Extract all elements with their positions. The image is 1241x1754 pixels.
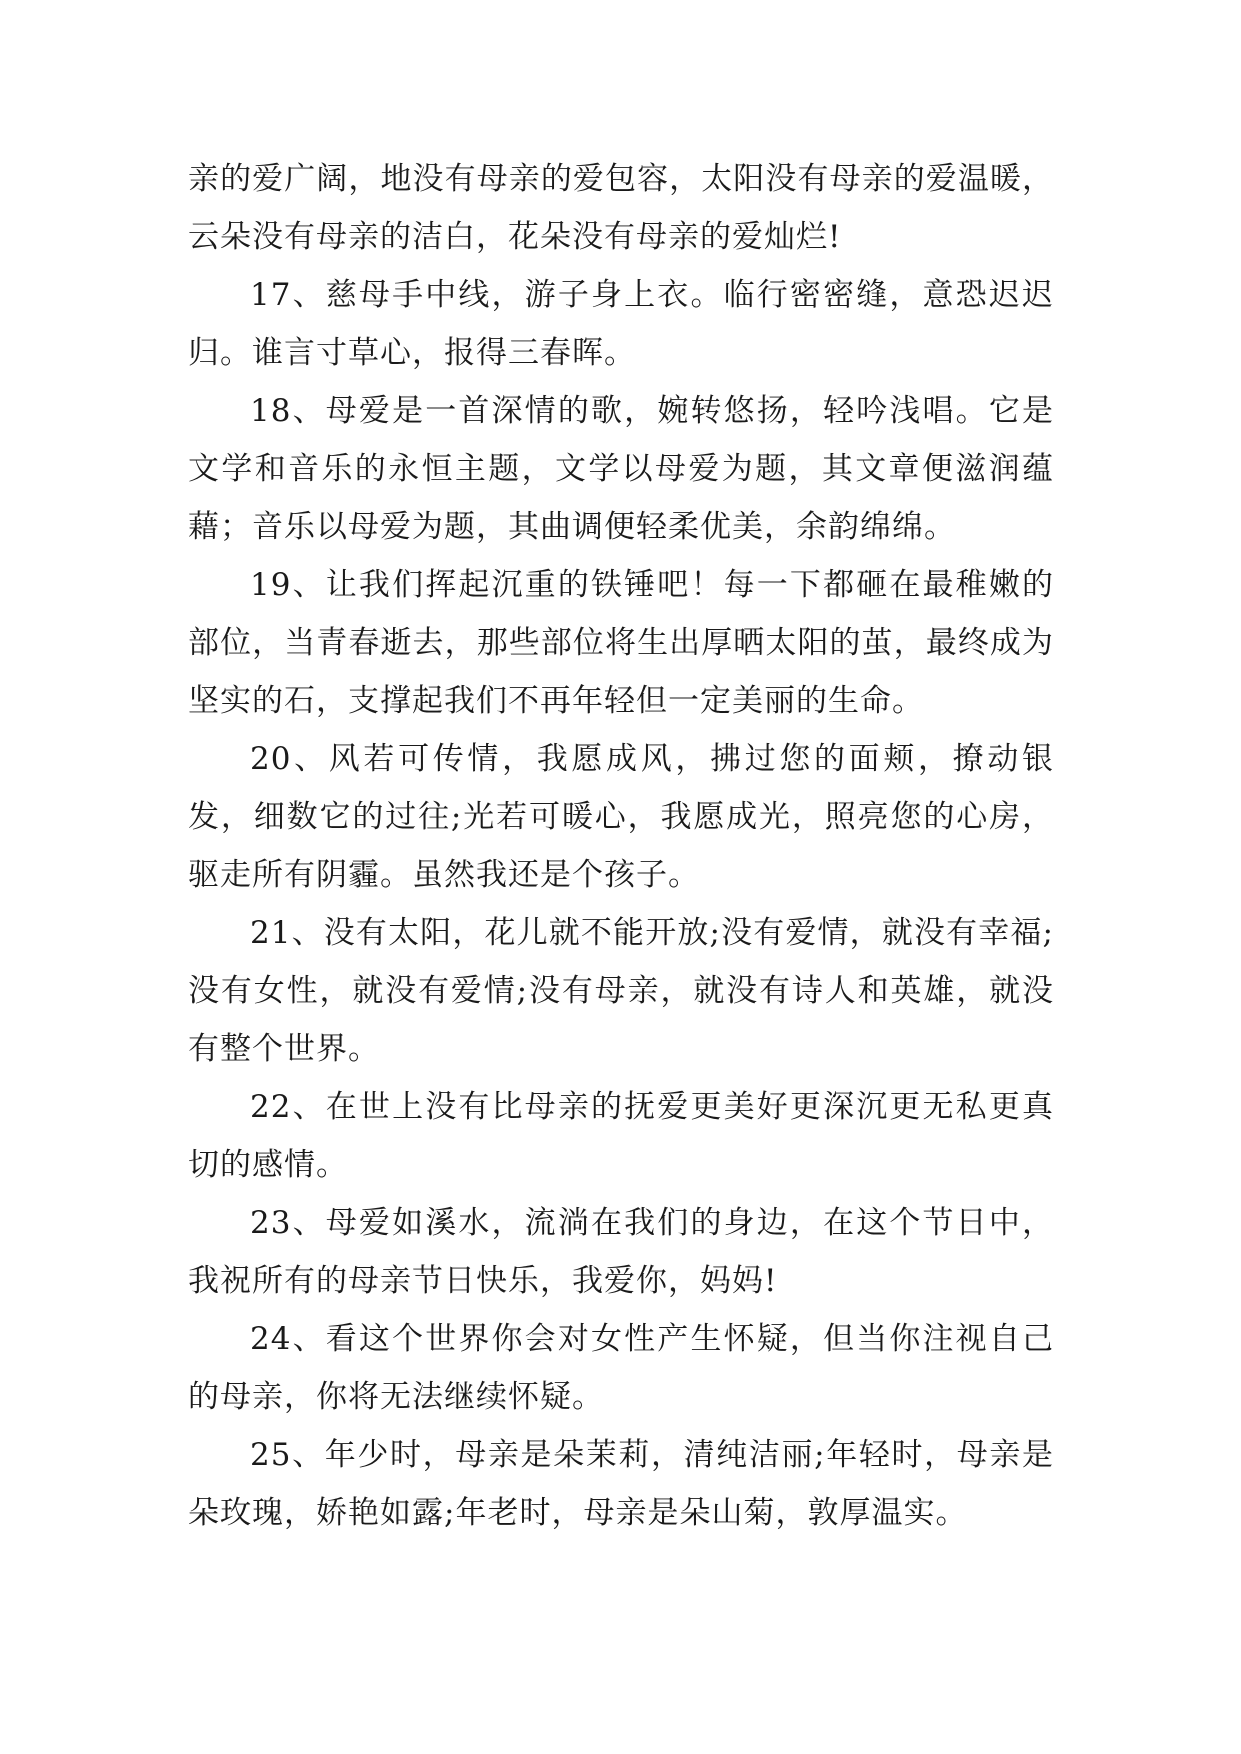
paragraph-23: 23、母爱如溪水，流淌在我们的身边，在这个节日中，我祝所有的母亲节日快乐，我爱你，妈妈! bbox=[188, 1205, 1054, 1299]
paragraph-17: 17、慈母手中线，游子身上衣。临行密密缝，意恐迟迟归。谁言寸草心，报得三春晖。 bbox=[188, 277, 1054, 371]
paragraph-22: 22、在世上没有比母亲的抚爱更美好更深沉更无私更真切的感情。 bbox=[188, 1089, 1054, 1183]
paragraph-20: 20、风若可传情，我愿成风，拂过您的面颊，撩动银发，细数它的过往;光若可暖心，我愿成光，照亮您的心房，驱走所有阴霾。虽然我还是个孩子。 bbox=[188, 741, 1054, 893]
document-page bbox=[188, 150, 1054, 1542]
paragraph-continuation: 亲的爱广阔，地没有母亲的爱包容，太阳没有母亲的爱温暖，云朵没有母亲的洁白，花朵没有母亲的爱灿烂! bbox=[188, 161, 1054, 255]
paragraph-24: 24、看这个世界你会对女性产生怀疑，但当你注视自己的母亲，你将无法继续怀疑。 bbox=[188, 1321, 1054, 1415]
paragraph-19: 19、让我们挥起沉重的铁锤吧！每一下都砸在最稚嫩的部位，当青春逝去，那些部位将生出厚晒太阳的茧，最终成为坚实的石，支撑起我们不再年轻但一定美丽的生命。 bbox=[188, 567, 1054, 719]
paragraph-25: 25、年少时，母亲是朵茉莉，清纯洁丽;年轻时，母亲是朵玫瑰，娇艳如露;年老时，母亲是朵山菊，敦厚温实。 bbox=[188, 1437, 1054, 1531]
paragraph-21: 21、没有太阳，花儿就不能开放;没有爱情，就没有幸福;没有女性，就没有爱情;没有母亲，就没有诗人和英雄，就没有整个世界。 bbox=[188, 915, 1054, 1067]
paragraph-18: 18、母爱是一首深情的歌，婉转悠扬，轻吟浅唱。它是文学和音乐的永恒主题，文学以母爱为题，其文章便滋润蕴藉；音乐以母爱为题，其曲调便轻柔优美，余韵绵绵。 bbox=[188, 393, 1054, 545]
